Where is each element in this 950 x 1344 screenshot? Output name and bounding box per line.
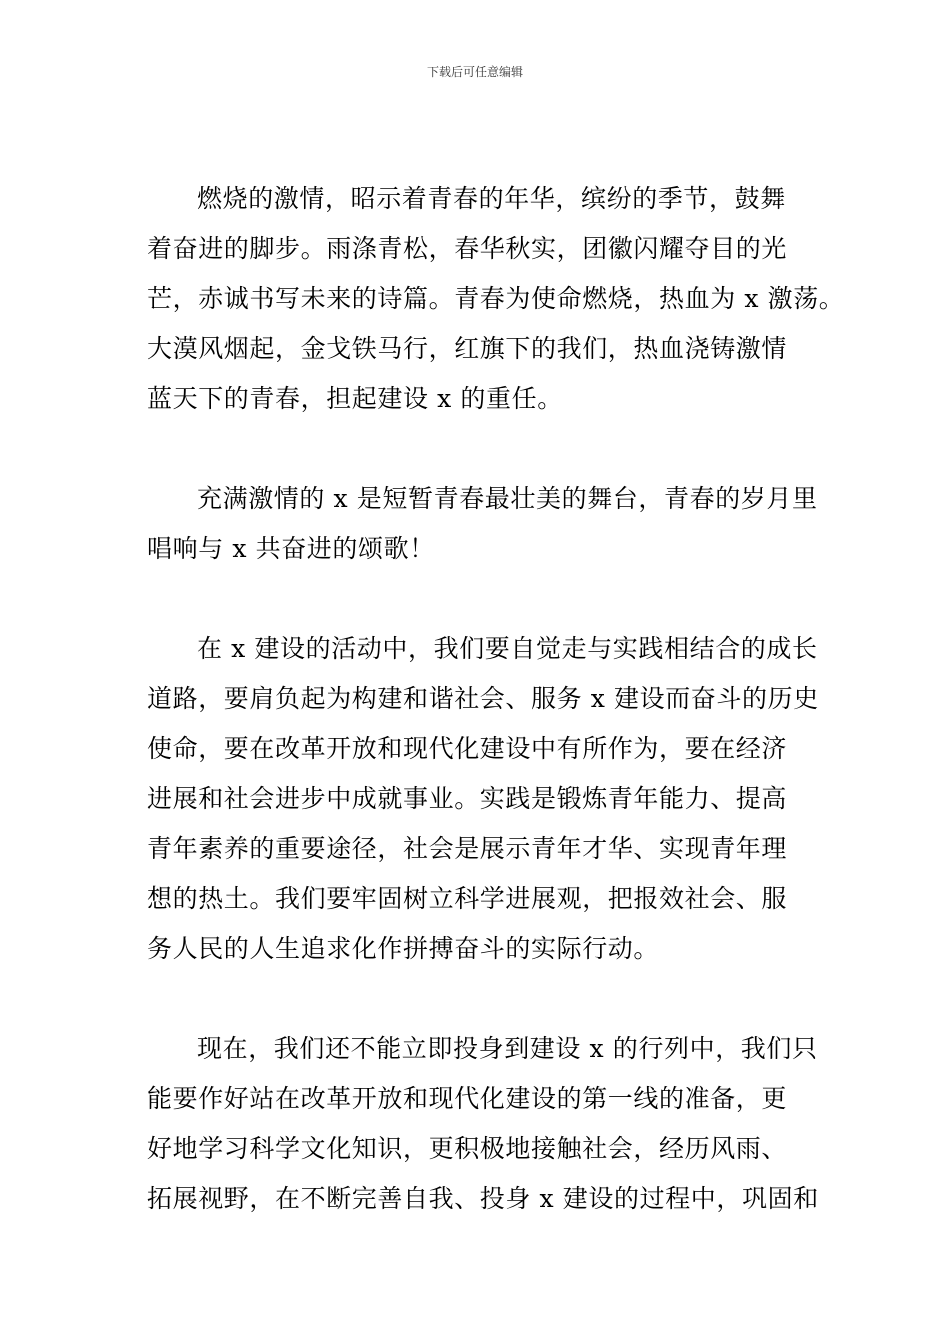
paragraph-line: 务人民的人生追求化作拼搏奋斗的实际行动。 [147,934,660,963]
paragraph-line: 唱响与 x 共奋进的颂歌！ [147,534,435,563]
paragraph-line: 在 x 建设的活动中，我们要自觉走与实践相结合的成长 [197,634,818,663]
paragraph-line: 好地学习科学文化知识，更积极地接触社会，经历风雨、 [147,1134,788,1163]
paragraph-line: 能要作好站在改革开放和现代化建设的第一线的准备，更 [147,1084,788,1113]
paragraph-line: 青年素养的重要途径，社会是展示青年才华、实现青年理 [147,834,788,863]
paragraph-line: 使命，要在改革开放和现代化建设中有所作为，要在经济 [147,734,788,763]
paragraph-line: 道路，要肩负起为构建和谐社会、服务 x 建设而奋斗的历史 [147,684,819,713]
paragraph-line: 进展和社会进步中成就事业。实践是锻炼青年能力、提高 [147,784,788,813]
paragraph-line: 拓展视野，在不断完善自我、投身 x 建设的过程中，巩固和 [147,1184,819,1213]
paragraph-3 [147,624,819,974]
paragraph-line: 燃烧的激情，昭示着青春的年华，缤纷的季节，鼓舞 [197,184,786,213]
paragraph-line: 现在，我们还不能立即投身到建设 x 的行列中，我们只 [197,1034,818,1063]
paragraph-4 [147,1024,819,1224]
paragraph-line: 蓝天下的青春，担起建设 x 的重任。 [147,384,563,413]
paragraph-line: 想的热土。我们要牢固树立科学进展观，把报效社会、服 [147,884,788,913]
page-header: 下载后可任意编辑 [426,65,523,79]
paragraph-line: 充满激情的 x 是短暂青春最壮美的舞台，青春的岁月里 [197,484,818,513]
paragraph-line: 大漠风烟起，金戈铁马行，红旗下的我们，热血浇铸激情 [147,334,788,363]
document-body [147,174,845,1274]
paragraph-2 [147,474,818,574]
paragraph-1 [147,174,845,424]
paragraph-line: 芒，赤诚书写未来的诗篇。青春为使命燃烧，热血为 x 激荡。 [147,284,845,313]
paragraph-line: 着奋进的脚步。雨涤青松，春华秋实，团徽闪耀夺目的光 [147,234,788,263]
